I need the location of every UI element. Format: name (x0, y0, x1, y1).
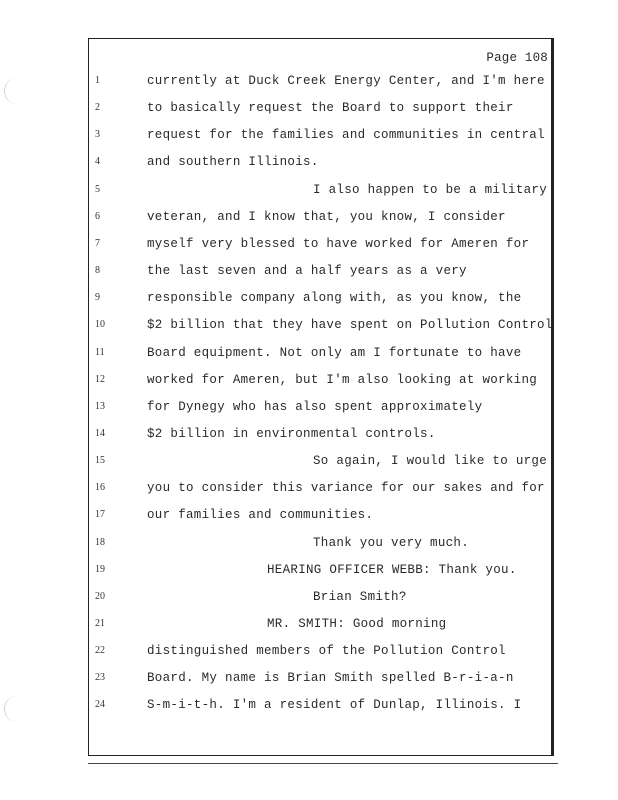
transcript-line: for Dynegy who has also spent approximately (147, 400, 483, 414)
transcript-line: you to consider this variance for our sakes and for (147, 481, 545, 495)
transcript-line: $2 billion in environmental controls. (147, 427, 436, 441)
bottom-rule (88, 763, 558, 764)
transcript-line: Board equipment. Not only am I fortunate to have (147, 346, 522, 360)
line-number: 3 (95, 129, 100, 140)
line-number: 22 (95, 645, 105, 656)
transcript-line: Brian Smith? (313, 590, 407, 604)
transcript-line: I also happen to be a military (313, 183, 548, 197)
transcript-line: MR. SMITH: Good morning (267, 617, 447, 631)
transcript-line: S-m-i-t-h. I'm a resident of Dunlap, Illinois. I (147, 698, 522, 712)
transcript-line: responsible company along with, as you know, the (147, 291, 522, 305)
line-number: 21 (95, 618, 105, 629)
line-number: 10 (95, 319, 105, 330)
transcript-line: Board. My name is Brian Smith spelled B-r-i-a-n (147, 671, 514, 685)
transcript-line: $2 billion that they have spent on Pollution Control (147, 318, 553, 332)
line-number: 19 (95, 564, 105, 575)
line-number: 5 (95, 184, 100, 195)
punch-hole-mark (4, 696, 19, 722)
line-number: 7 (95, 238, 100, 249)
line-number: 13 (95, 401, 105, 412)
transcript-line: worked for Ameren, but I'm also looking at working (147, 373, 538, 387)
transcript-line: So again, I would like to urge (313, 454, 548, 468)
transcript-line: request for the families and communities in central (147, 128, 545, 142)
transcript-line: HEARING OFFICER WEBB: Thank you. (267, 563, 517, 577)
line-number: 9 (95, 292, 100, 303)
line-number: 17 (95, 509, 105, 520)
line-number: 18 (95, 537, 105, 548)
transcript-line: veteran, and I know that, you know, I consider (147, 210, 506, 224)
transcript-line: distinguished members of the Pollution Control (147, 644, 506, 658)
transcript-line: the last seven and a half years as a very (147, 264, 467, 278)
line-number: 11 (95, 347, 105, 358)
line-number: 23 (95, 672, 105, 683)
transcript-line: Thank you very much. (313, 536, 470, 550)
line-number: 24 (95, 699, 105, 710)
line-number: 2 (95, 102, 100, 113)
transcript-line: myself very blessed to have worked for Ameren for (147, 237, 530, 251)
line-number: 6 (95, 211, 100, 222)
line-number: 8 (95, 265, 100, 276)
line-number: 12 (95, 374, 105, 385)
transcript-line: to basically request the Board to support their (147, 101, 514, 115)
page-number: Page 108 (486, 51, 548, 65)
line-number: 15 (95, 455, 105, 466)
line-number: 4 (95, 156, 100, 167)
line-number: 20 (95, 591, 105, 602)
transcript-line: our families and communities. (147, 508, 374, 522)
line-number: 1 (95, 75, 100, 86)
transcript-line: and southern Illinois. (147, 155, 319, 169)
line-number: 14 (95, 428, 105, 439)
transcript-line: currently at Duck Creek Energy Center, and I'm here (147, 74, 545, 88)
line-number: 16 (95, 482, 105, 493)
punch-hole-mark (4, 78, 19, 104)
